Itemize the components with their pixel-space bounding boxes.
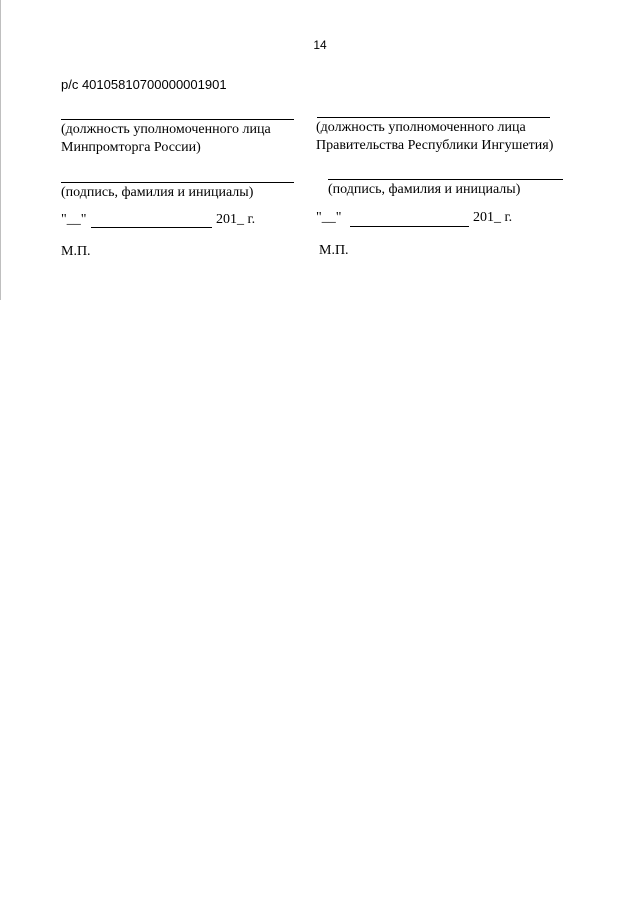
date-year: 201_ г.	[216, 212, 256, 227]
position-caption-line1: (должность уполномоченного лица	[61, 122, 271, 137]
signature-line	[61, 182, 294, 183]
position-line	[61, 119, 294, 120]
position-line	[317, 117, 550, 118]
date-year: 201_ г.	[473, 210, 513, 225]
signature-block-ministry	[61, 0, 306, 300]
position-caption-line1: (должность уполномоченного лица	[316, 120, 526, 135]
position-caption-line2: Минпромторга России)	[61, 140, 201, 155]
signature-caption: (подпись, фамилия и инициалы)	[61, 185, 254, 200]
seal-label: М.П.	[61, 244, 91, 259]
position-caption-line2: Правительства Республики Ингушетия)	[316, 138, 554, 153]
signature-block-government	[316, 0, 586, 300]
date-day: "__"	[316, 210, 342, 225]
date-month-line	[91, 227, 212, 228]
date-month-line	[350, 226, 469, 227]
bank-account-number: р/с 40105810700000001901	[61, 77, 227, 92]
seal-label: М.П.	[319, 243, 349, 258]
page-number: 14	[313, 38, 327, 52]
signature-caption: (подпись, фамилия и инициалы)	[328, 182, 521, 197]
date-day: "__"	[61, 212, 87, 227]
signature-line	[328, 179, 563, 180]
